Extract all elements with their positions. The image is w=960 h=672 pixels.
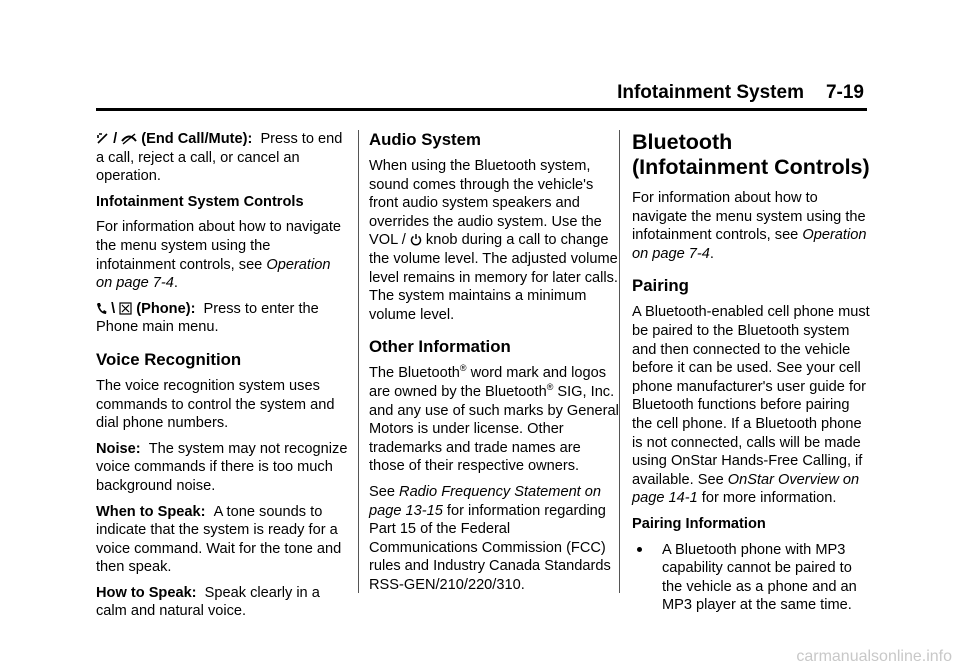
phone-desc: Press to enter the Phone main menu. <box>96 300 319 336</box>
cross-ref: Operation on page 7-4 <box>632 227 867 262</box>
column-divider <box>358 130 359 593</box>
column-2 <box>369 130 619 601</box>
end-call-desc: Press to end a call, reject a call, or cancel an operation. <box>96 131 343 185</box>
phone-term: (Phone): <box>136 300 196 317</box>
pairing-heading: Pairing <box>632 276 689 296</box>
end-call-term: (End Call/Mute): <box>141 131 253 147</box>
power-icon <box>410 233 422 246</box>
pairing-info-heading: Pairing Information <box>632 515 766 532</box>
audio-paragraph: When using the Bluetooth system, sound comes through the vehicle's front audio system speakers and overrides the audio system. Use the VOL / knob during a call to change the volume level. The adjusted volume level remains in memory for later calls. The system maintains a minimum volume level. <box>369 158 618 323</box>
bluetooth-heading: Bluetooth (Infotainment Controls) <box>632 130 870 179</box>
controls-heading: Infotainment System Controls <box>96 193 304 210</box>
bluetooth-paragraph: For information about how to navigate the menu system using the infotainment controls, see Operation on page 7-4. <box>632 190 867 262</box>
end-call-paragraph: / (End Call/Mute): Press to end a call, reject a call, or cancel an operation. <box>96 131 343 185</box>
section-title: Infotainment System <box>617 82 804 103</box>
voice-heading: Voice Recognition <box>96 349 242 369</box>
watermark: carmanualsonline.info <box>796 648 952 665</box>
see-paragraph: See Radio Frequency Statement on page 13-15 for information regarding Part 15 of the Federal Communications Commission (FCC) rules and Industry Canada Standards RSS-GEN/210/220/310. <box>369 483 611 593</box>
list-item: A Bluetooth phone with MP3 capability cannot be paired to the vehicle as a phone and an MP3 player at the same time. <box>632 541 872 615</box>
other-heading: Other Information <box>369 337 511 357</box>
phone-alt-icon <box>119 302 132 315</box>
how-paragraph: How to Speak: Speak clearly in a calm and natural voice. <box>96 584 320 620</box>
other-paragraph: The Bluetooth® word mark and logos are owned by the Bluetooth® SIG, Inc. and any use of such marks by General Motors is under license. Other trademarks and trade names are those of their respective owners. <box>369 363 619 475</box>
voice-text: The voice recognition system uses commands to control the system and dial phone numbers. <box>96 377 335 432</box>
pairing-paragraph: A Bluetooth-enabled cell phone must be paired to the Bluetooth system and then connected to the vehicle before it can be used. See your cell phone manufacturer's user guide for Bluetooth functions before pairing the cell phone. If a Bluetooth phone is not connected, calls will be made using OnStar Hands-Free Calling, if available. See OnStar Overview on page 14-1 for more information. <box>632 304 870 507</box>
header-rule <box>96 108 867 111</box>
column-1 <box>96 130 348 628</box>
page-number: 7-19 <box>825 82 864 103</box>
cross-ref: Radio Frequency Statement on page 13-15 <box>369 483 602 519</box>
noise-paragraph: Noise: The system may not recognize voice commands if there is too much background noise. <box>96 440 348 494</box>
phone-icon <box>96 302 107 315</box>
bullet-dot <box>637 547 642 552</box>
column-3 <box>632 130 872 615</box>
cross-ref: Operation on page 7-4 <box>96 256 331 292</box>
mute-icon <box>121 132 137 145</box>
when-paragraph: When to Speak: A tone sounds to indicate that the system is ready for a voice command. Wait for the tone and then speak. <box>96 503 342 576</box>
controls-paragraph: For information about how to navigate the menu system using the infotainment controls, see Operation on page 7-4. <box>96 219 341 292</box>
end-call-icon <box>96 132 109 145</box>
page-header <box>0 82 864 104</box>
phone-paragraph: \ (Phone): Press to enter the Phone main menu. <box>96 300 319 336</box>
audio-heading: Audio System <box>369 130 481 149</box>
column-divider <box>619 130 620 593</box>
cross-ref: OnStar Overview on page 14-1 <box>632 471 860 507</box>
